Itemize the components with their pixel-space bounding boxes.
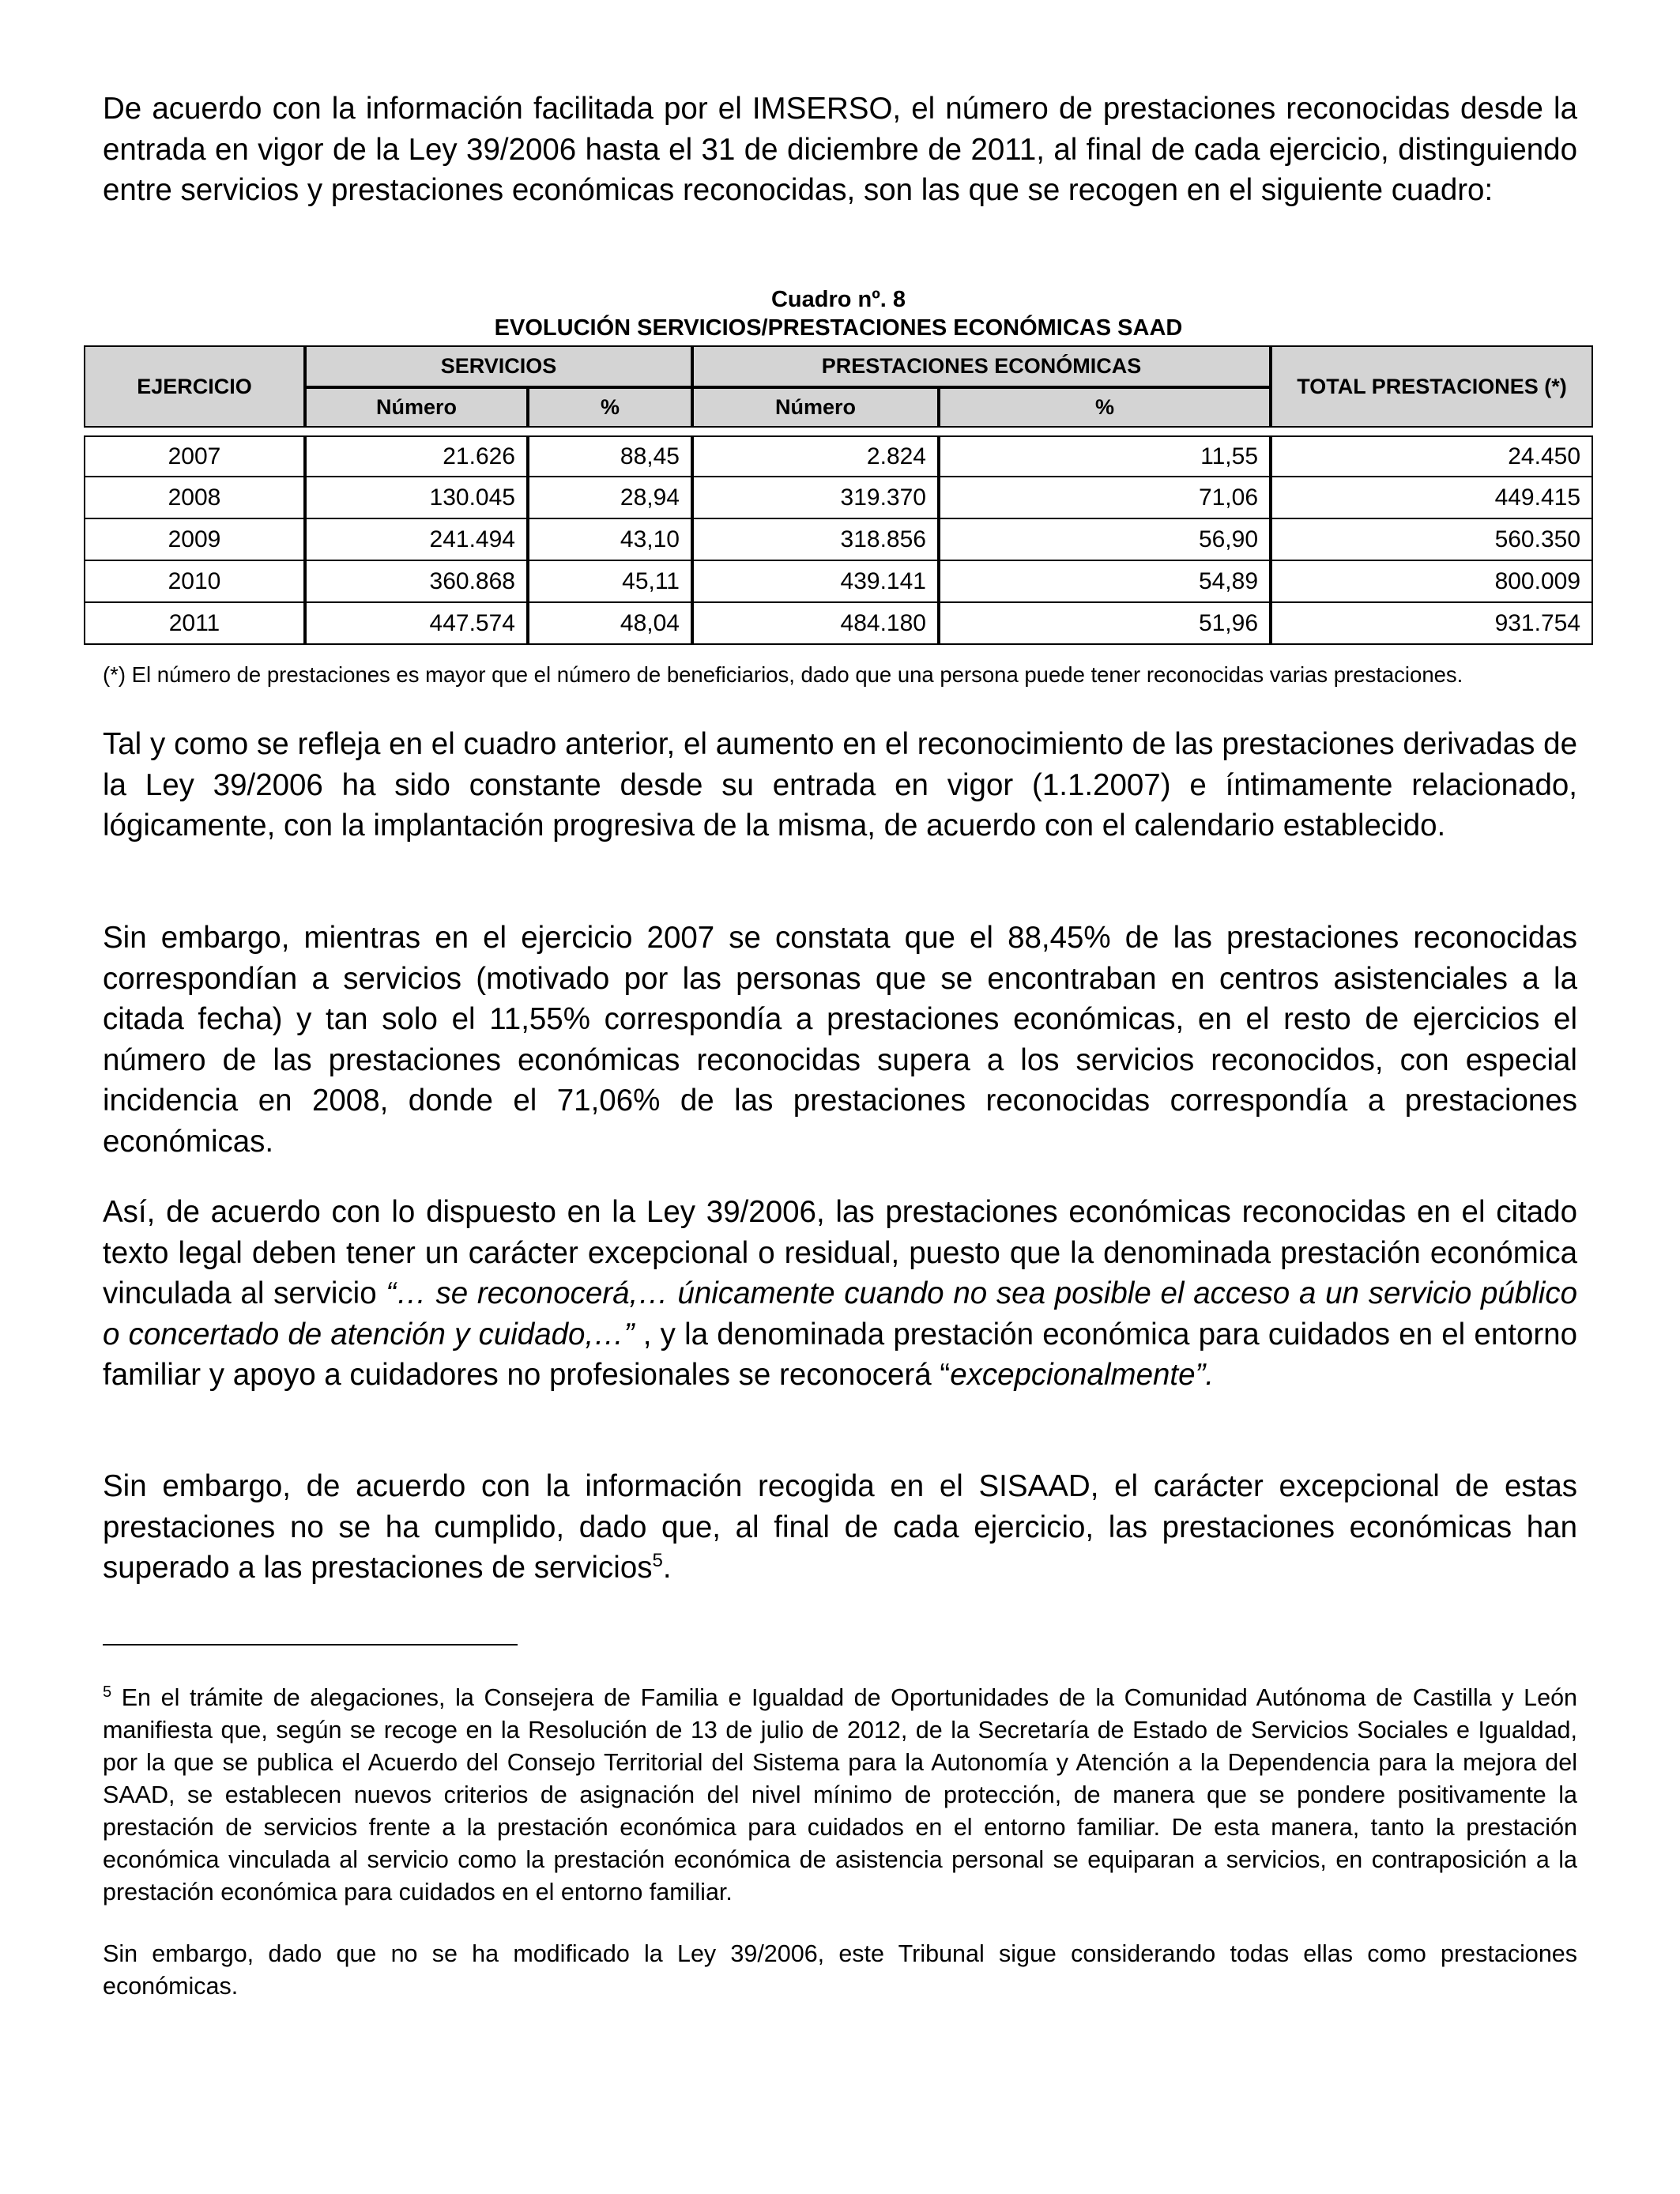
header-ejercicio: EJERCICIO	[84, 345, 305, 428]
cell-total: 931.754	[1271, 603, 1593, 645]
paragraph-3: Sin embargo, mientras en el ejercicio 2007 se constata que el 88,45% de las prestaciones reconocidas correspondían a servicios (motivado por las personas que se encontraban en centros asistenciales a la citada fecha) y tan solo el 11,55% correspondía a prestaciones económicas, en el resto de ejercicios el número de las prestaciones económicas reconocidas supera a los servicios reconocidos, con especial incidencia en 2008, donde el 71,06% de las prestaciones reconocidas correspondía a prestaciones económicas.	[103, 921, 1577, 1159]
table-row	[84, 603, 1593, 645]
paragraph-5-text: Sin embargo, de acuerdo con la información recogida en el SISAAD, el carácter excepcional de estas prestaciones no se ha cumplido, dado que, al final de cada ejercicio, las prestaciones económicas han superado a las prestaciones de servicios	[103, 1469, 1577, 1585]
paragraph-2: Tal y como se refleja en el cuadro anterior, el aumento en el reconocimiento de las prestaciones derivadas de la Ley 39/2006 ha sido constante desde su entrada en vigor (1.1.2007) e íntimamente relacionado, lógicamente, con la implantación progresiva de la misma, de acuerdo con el calendario establecido.	[103, 727, 1577, 843]
cell-year: 2011	[84, 603, 305, 645]
cell-year: 2009	[84, 519, 305, 561]
footnote-text: En el trámite de alegaciones, la Consejera de Familia e Igualdad de Oportunidades de la Comunidad Autónoma de Castilla y León manifiesta que, según se recoge en la Resolución de 13 de julio de 2012, de la Secretaría de Estado de Servicios Sociales e Igualdad, por la que se publica el Acuerdo del Consejo Territorial del Sistema para la Autonomía y Atención a la Dependencia para la mejora del SAAD, se establecen nuevos criterios de asignación del nivel mínimo de protección, de manera que se pondere positivamente la prestación de servicios frente a la prestación económica para cuidados en el entorno familiar. De esta manera, tanto la prestación económica vinculada al servicio como la prestación económica de asistencia personal se equiparan a servicios, en contraposición a la prestación económica para cuidados en el entorno familiar.	[103, 1684, 1577, 1906]
table-row	[84, 435, 1593, 477]
cell-total: 560.350	[1271, 519, 1593, 561]
header-prestaciones-numero: Número	[692, 387, 939, 428]
footnote-mark: 5	[103, 1683, 112, 1701]
cell-serv-num: 21.626	[305, 435, 528, 477]
table-row	[84, 519, 1593, 561]
cell-serv-pct: 45,11	[528, 561, 692, 603]
cell-serv-pct: 48,04	[528, 603, 692, 645]
cell-serv-num: 360.868	[305, 561, 528, 603]
cell-year: 2007	[84, 435, 305, 477]
footnote	[103, 1682, 1577, 1909]
header-servicios-pct: %	[528, 387, 692, 428]
footnote-reference[interactable]: 5	[652, 1550, 663, 1572]
cell-serv-pct: 88,45	[528, 435, 692, 477]
table-row	[84, 477, 1593, 519]
paragraph-4	[103, 1192, 1577, 1396]
cell-serv-pct: 28,94	[528, 477, 692, 519]
cell-prest-num: 318.856	[692, 519, 939, 561]
cell-total: 449.415	[1271, 477, 1593, 519]
cell-total: 24.450	[1271, 435, 1593, 477]
cell-serv-num: 130.045	[305, 477, 528, 519]
cell-prest-num: 319.370	[692, 477, 939, 519]
cell-year: 2008	[84, 477, 305, 519]
paragraph-4-part1: Así, de acuerdo con lo dispuesto en la Ley 39/2006, las prestaciones económicas reconocidas en el citado texto legal deben tener un carácter excepcional o residual, puesto que la denominada prestación económica vinculada al servicio	[103, 1195, 1577, 1310]
table-row	[84, 561, 1593, 603]
cell-serv-num: 241.494	[305, 519, 528, 561]
paragraph-4-quote2: excepcionalmente”.	[950, 1358, 1215, 1392]
cell-prest-num: 439.141	[692, 561, 939, 603]
intro-paragraph: De acuerdo con la información facilitada por el IMSERSO, el número de prestaciones reconocidas desde la entrada en vigor de la Ley 39/2006 hasta el 31 de diciembre de 2011, al final de cada ejercicio, distinguiendo entre servicios y prestaciones económicas reconocidas, son las que se recogen en el siguiente cuadro:	[103, 92, 1577, 207]
paragraph-5	[103, 1466, 1577, 1589]
footnote-text-2: Sin embargo, dado que no se ha modificado la Ley 39/2006, este Tribunal sigue considerando todas ellas como prestaciones económicas.	[103, 1940, 1577, 2000]
header-prestaciones: PRESTACIONES ECONÓMICAS	[692, 345, 1271, 387]
paragraph-4-part2: , y la denominada prestación económica para cuidados en el entorno familiar y apoyo a cuidadores no profesionales se reconocerá “	[103, 1317, 1577, 1392]
cell-prest-pct: 56,90	[939, 519, 1271, 561]
cell-total: 800.009	[1271, 561, 1593, 603]
table-note: (*) El número de prestaciones es mayor que el número de beneficiarios, dado que una persona puede tener reconocidas varias prestaciones.	[103, 662, 1463, 687]
header-servicios-numero: Número	[305, 387, 528, 428]
cell-year: 2010	[84, 561, 305, 603]
cell-prest-num: 484.180	[692, 603, 939, 645]
cell-serv-num: 447.574	[305, 603, 528, 645]
cell-prest-pct: 11,55	[939, 435, 1271, 477]
cell-prest-pct: 71,06	[939, 477, 1271, 519]
paragraph-5-end: .	[662, 1551, 672, 1585]
table-caption-title: EVOLUCIÓN SERVICIOS/PRESTACIONES ECONÓMICAS SAAD	[494, 315, 1183, 341]
header-total: TOTAL PRESTACIONES (*)	[1271, 345, 1593, 428]
evolution-table	[84, 345, 1593, 645]
footnote-separator	[103, 1644, 518, 1646]
cell-serv-pct: 43,10	[528, 519, 692, 561]
table-caption-number: Cuadro nº. 8	[770, 287, 906, 312]
header-prestaciones-pct: %	[939, 387, 1271, 428]
header-servicios: SERVICIOS	[305, 345, 692, 387]
cell-prest-pct: 54,89	[939, 561, 1271, 603]
cell-prest-pct: 51,96	[939, 603, 1271, 645]
cell-prest-num: 2.824	[692, 435, 939, 477]
paragraph-4-quote1: “… se reconocerá,… únicamente cuando no sea posible el acceso a un servicio público o concertado de atención y cuidado,…”	[103, 1276, 1577, 1351]
